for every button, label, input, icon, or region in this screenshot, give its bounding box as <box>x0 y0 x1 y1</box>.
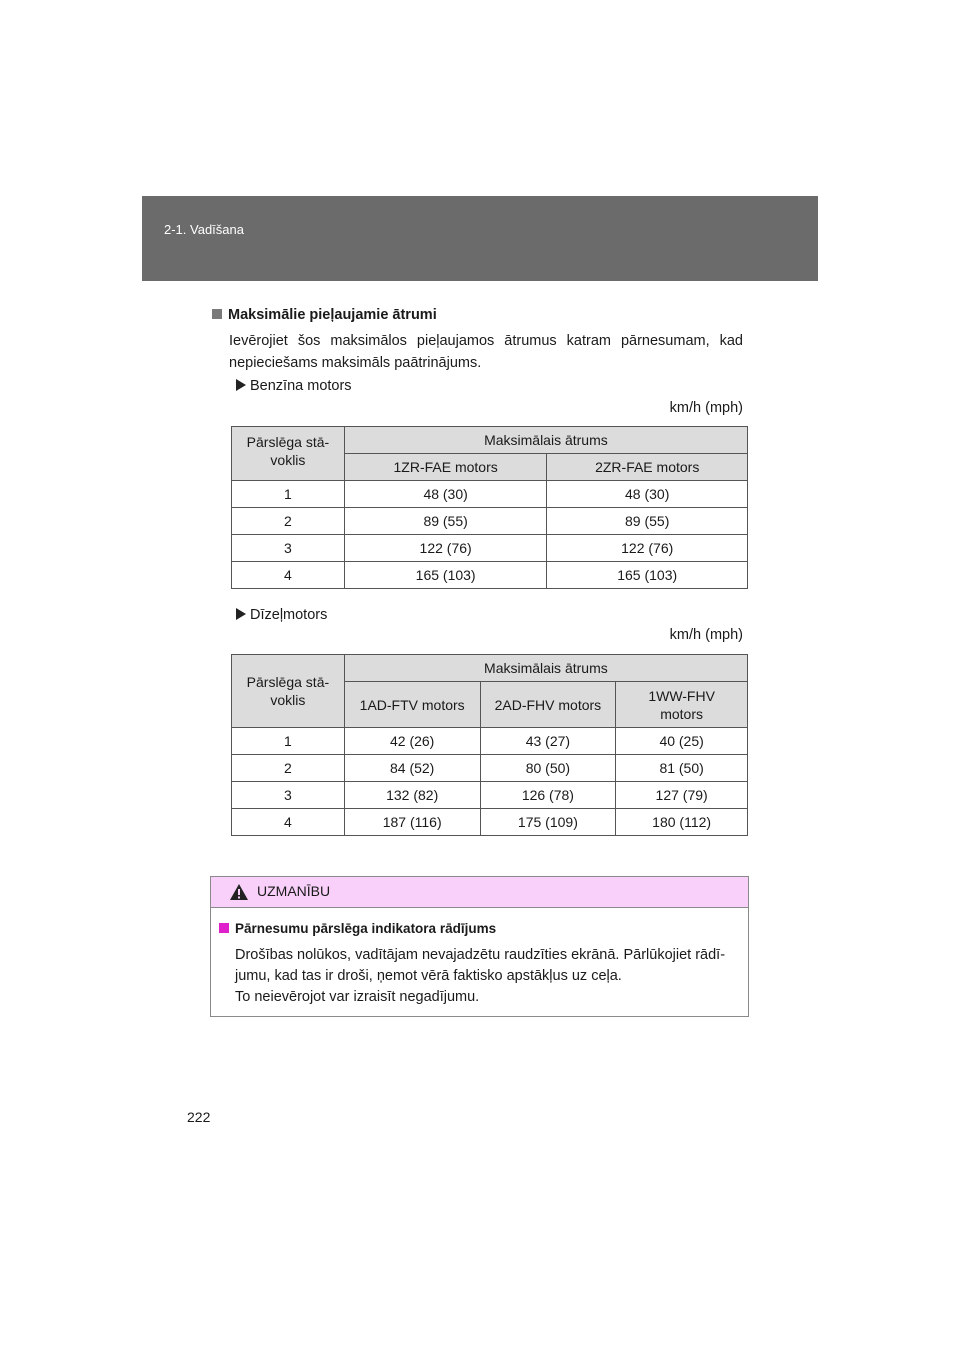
caution-box <box>210 876 749 1017</box>
square-bullet-icon <box>212 309 222 319</box>
diesel-max-speed-header: Maksimālais ātrums <box>344 655 747 682</box>
petrol-speed-table <box>231 426 748 589</box>
caution-text: Drošības nolūkos, vadītājam nevajadzētu raudzīties ekrānā. Pārlūkojiet rādī- jumu, kad tas ir droši, ņemot vērā faktisko apstākļus uz ceļa. To neievērojot var izraisīt negadījumu. <box>235 947 726 1005</box>
diesel-engine-header: 1WW-FHV motors <box>616 682 748 728</box>
section-title: Maksimālie pieļaujamie ātrumi <box>212 307 437 323</box>
petrol-engine-header: 1ZR-FAE motors <box>344 454 547 481</box>
petrol-shift-header: Pārslēga stā- voklis <box>232 427 345 481</box>
diesel-label: Dīzeļmotors <box>236 607 327 623</box>
page-number: 222 <box>187 1109 211 1125</box>
warning-triangle-icon <box>229 883 249 906</box>
table-row: 2 84 (52) 80 (50) 81 (50) <box>232 755 748 782</box>
caution-header <box>211 877 748 908</box>
caution-subtitle: Pārnesumu pārslēga indikatora rādījums <box>219 921 496 936</box>
table-row: 4 187 (116) 175 (109) 180 (112) <box>232 809 748 836</box>
table-row: 4 165 (103) 165 (103) <box>232 562 748 589</box>
chapter-header <box>142 196 818 281</box>
diesel-speed-table <box>231 654 748 836</box>
table-row: 1 48 (30) 48 (30) <box>232 481 748 508</box>
diesel-engine-header: 2AD-FHV motors <box>480 682 616 728</box>
chapter-label: 2-1. Vadīšana <box>164 222 244 237</box>
intro-paragraph: Ievērojiet šos maksimālos pieļaujamos ātrumus katram pārnesumam, kad nepieciešams maksimāls paātrinājums. <box>229 333 743 371</box>
triangle-bullet-icon <box>236 379 246 391</box>
caution-title: UZMANĪBU <box>257 883 331 899</box>
petrol-engine-header: 2ZR-FAE motors <box>547 454 748 481</box>
diesel-shift-header: Pārslēga stā- voklis <box>232 655 345 728</box>
petrol-max-speed-header: Maksimālais ātrums <box>344 427 747 454</box>
table-row: 3 122 (76) 122 (76) <box>232 535 748 562</box>
petrol-label: Benzīna motors <box>236 378 352 394</box>
table-row: 1 42 (26) 43 (27) 40 (25) <box>232 728 748 755</box>
petrol-unit: km/h (mph) <box>669 400 743 416</box>
diesel-unit: km/h (mph) <box>669 627 743 643</box>
table-row: 3 132 (82) 126 (78) 127 (79) <box>232 782 748 809</box>
diesel-engine-header: 1AD-FTV motors <box>344 682 480 728</box>
table-row: 2 89 (55) 89 (55) <box>232 508 748 535</box>
square-bullet-icon <box>219 923 229 933</box>
triangle-bullet-icon <box>236 608 246 620</box>
